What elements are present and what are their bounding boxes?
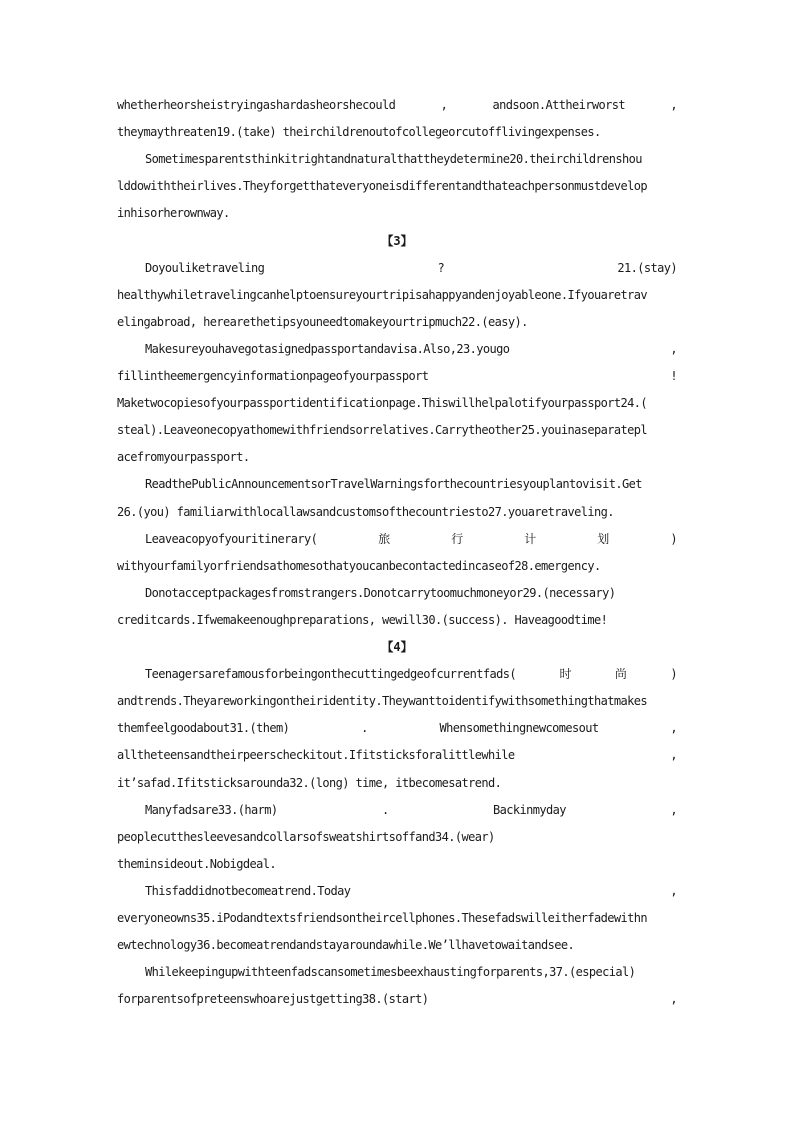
text-line: it’safad.Ifitsticksarounda32.(long) time, itbecomesatrend. [117, 775, 502, 790]
text-line: Sometimesparentsthinkitrightandnaturalthattheydetermine20.theirchildrenshou [145, 152, 642, 167]
text-line: 26.(you) familiarwithlocallawsandcustomsofthecountriesto27.youaretraveling. [117, 504, 614, 519]
text-fragment: . [361, 721, 368, 736]
text-fragment: ! [670, 369, 677, 383]
text-fragment: , [670, 721, 677, 736]
text-line [145, 878, 677, 905]
text-line [117, 715, 677, 742]
text-fragment: Thisfaddidnotbecomeatrend.Today [145, 883, 351, 898]
text-line: lddowiththeirlives.Theyforgetthateveryoneisdifferentandthateachpersonmustdevelop [117, 179, 647, 194]
text-fragment: ? [437, 260, 445, 275]
text-fragment: Leaveacopyofyouritinerary( [145, 531, 318, 546]
text-fragment: ) [670, 531, 677, 546]
text-line [145, 797, 677, 824]
text-fragment: forparentsofpreteenswhoarejustgetting38.(start) [117, 992, 429, 1007]
text-line: creditcards.Ifwemakeenoughpreparations, wewill30.(success). Haveagoodtime! [117, 612, 608, 627]
text-fragment: , [670, 341, 677, 356]
text-line: theymaythreaten19.(take) theirchildrenoutofcollegeorcutofflivingexpenses. [117, 125, 601, 140]
text-line: andtrends.Theyareworkingontheiridentity.Theywanttoidentifywithsomethingthatmakes [117, 694, 647, 709]
text-line: inhisorherownway. [117, 206, 230, 221]
text-fragment: 21.(stay) [617, 260, 677, 275]
text-fragment: Whensomethingnewcomesout [439, 721, 599, 736]
text-fragment: . [381, 802, 389, 817]
text-fragment: Manyfadsare33.(harm) [145, 802, 278, 817]
text-line: Whilekeepingupwithteenfadscansometimesbeexhaustingforparents,37.(especial) [145, 965, 636, 980]
text-fragment: 行 [451, 531, 464, 546]
text-line: elingabroad, herearethetipsyouneedtomakeyourtripmuch22.(easy). [117, 314, 528, 329]
text-fragment: themfeelgoodabout31.(them) [117, 721, 290, 736]
text-fragment: 旅 [378, 531, 391, 546]
text-fragment: , [670, 992, 677, 1007]
text-fragment: , [670, 748, 677, 763]
text-fragment: 时 [559, 667, 572, 682]
section-heading: 【3】 [381, 233, 413, 248]
text-line: healthywhiletravelingcanhelptoensureyourtripisahappyandenjoyableone.Ifyouaretrav [117, 287, 647, 302]
text-fragment: Makesureyouhavegotasignedpassportandavisa.Also,23.yougo [145, 341, 510, 356]
text-line [117, 92, 677, 119]
text-line [117, 742, 677, 769]
text-line: ReadthePublicAnnouncementsorTravelWarningsforthecountriesyouplantovisit.Get [145, 477, 642, 492]
text-line: everyoneowns35.iPodandtextsfriendsontheircellphones.Thesefadswilleitherfadewithn [117, 911, 647, 925]
text-line: withyourfamilyorfriendsathomesothatyoucanbecontactedincaseof28.emergency. [117, 558, 601, 573]
text-fragment: , [670, 802, 677, 817]
section-heading: 【4】 [381, 640, 413, 654]
text-line [145, 526, 677, 553]
text-fragment: 划 [597, 531, 610, 546]
text-fragment: Doyouliketraveling [145, 260, 265, 275]
text-line: peoplecutthesleevesandcollarsofsweatshirtsoffand34.(wear) [117, 829, 495, 844]
text-fragment: alltheteensandtheirpeerscheckitout.Ifitsticksforalittlewhile [117, 748, 515, 763]
text-fragment: , [440, 98, 448, 112]
text-fragment: 计 [524, 531, 537, 546]
text-line [145, 661, 677, 688]
text-line [117, 363, 677, 390]
text-line: Maketwocopiesofyourpassportidentificationpage.Thiswillhelpalotifyourpassport24.( [117, 396, 647, 411]
text-fragment: , [670, 98, 677, 112]
text-fragment: whetherheorsheistryingashardasheorshecould [117, 98, 396, 112]
text-line: acefromyourpassport. [117, 450, 250, 465]
text-fragment: Teenagersarefamousforbeingonthecuttingedgeofcurrentfads( [145, 667, 516, 682]
text-fragment: , [670, 883, 677, 898]
text-fragment: fillintheemergencyinformationpageofyourpassport [117, 369, 429, 383]
text-line: Donotacceptpackagesfromstrangers.Donotcarrytoomuchmoneyor29.(necessary) [145, 585, 616, 600]
text-line: ewtechnology36.becomeatrendandstayaroundawhile.We’llhavetowaitandsee. [117, 938, 575, 953]
text-line: theminsideout.Nobigdeal. [117, 856, 276, 871]
text-fragment: 尚 [614, 667, 627, 682]
text-line: steal).Leaveonecopyathomewithfriendsorrelatives.Carrytheother25.youinaseparatepl [117, 423, 647, 438]
text-line [145, 255, 677, 282]
text-fragment: ) [670, 667, 677, 682]
text-fragment: Backinmyday [493, 802, 566, 817]
text-line [145, 336, 677, 363]
text-line [117, 986, 677, 1013]
text-fragment: andsoon.Attheirworst [492, 98, 626, 112]
